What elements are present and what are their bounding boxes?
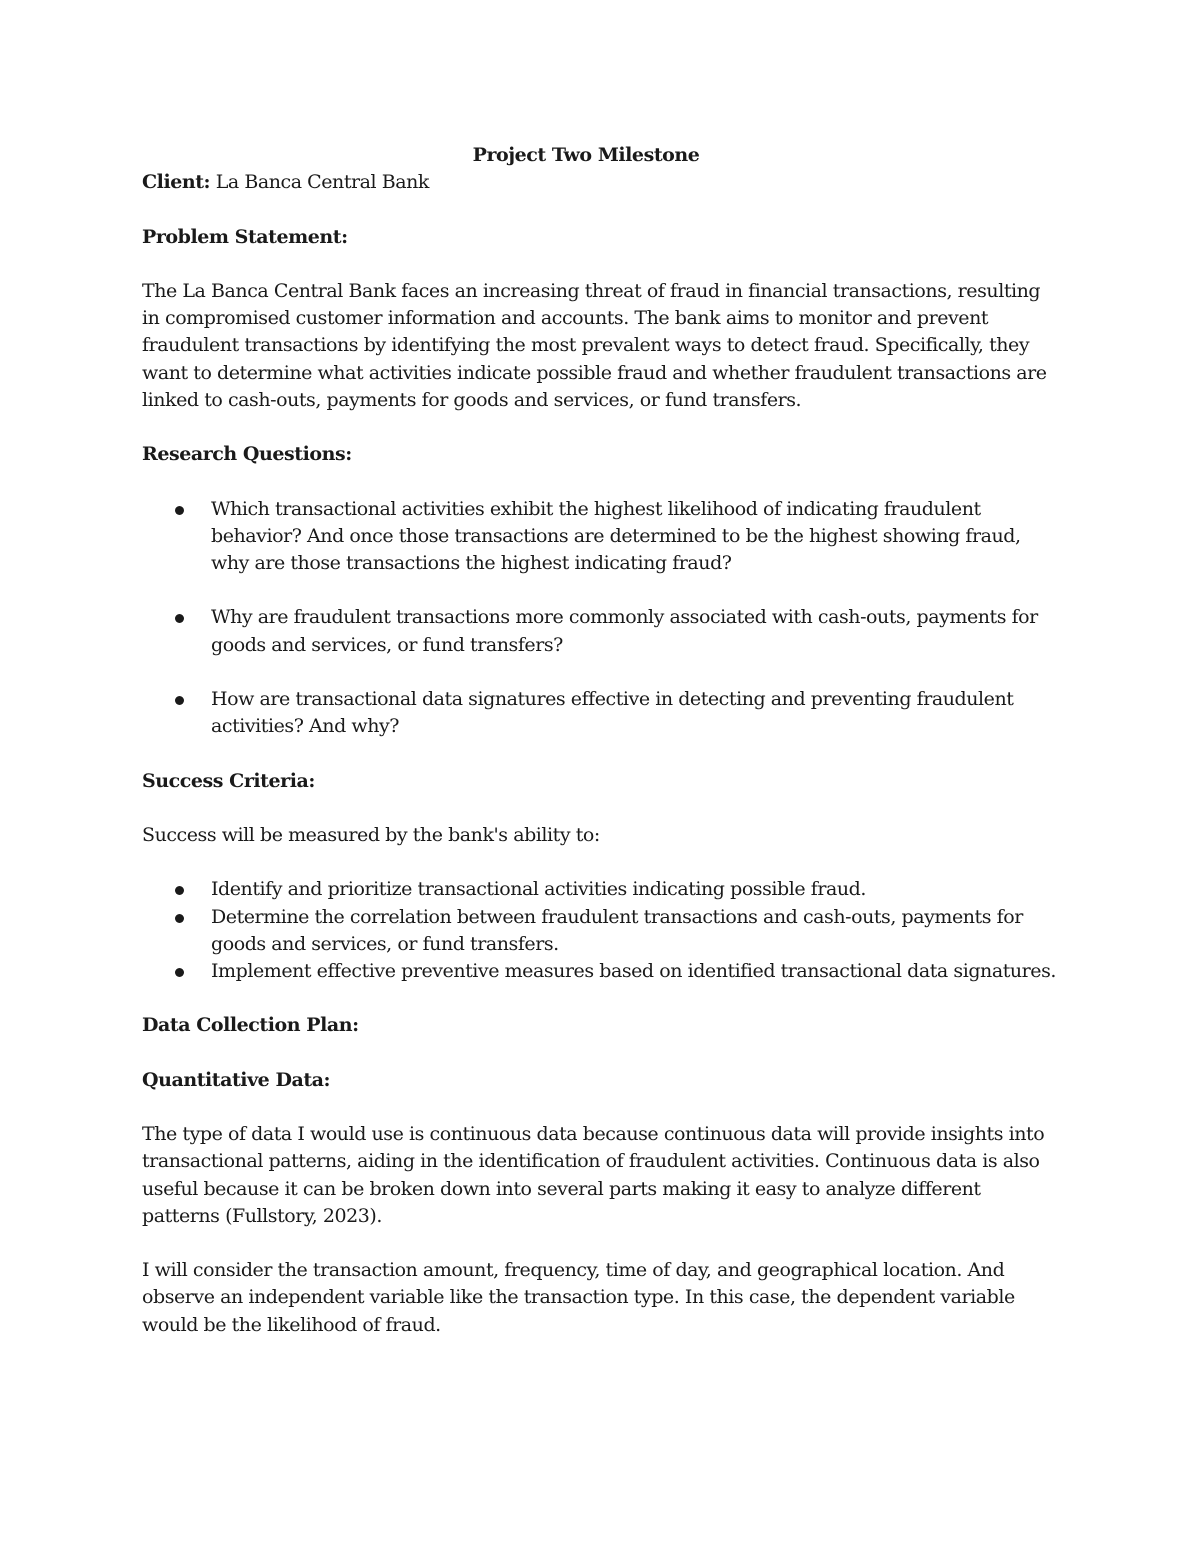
document-title: Project Two Milestone xyxy=(472,144,700,166)
bullet-icon xyxy=(175,968,184,977)
bullet-icon xyxy=(175,614,184,623)
list-item: Which transactional activities exhibit the highest likelihood of indicating fraudulent behavior? And once those transactions are determined to be the highest showing fraud, why are those transactions the highest indicating fraud? xyxy=(142,496,1062,578)
quantitative-data-heading: Quantitative Data: xyxy=(142,1068,331,1091)
research-questions-list xyxy=(142,496,1062,741)
list-item: Determine the correlation between fraudulent transactions and cash-outs, payments for goods and services, or fund transfers. xyxy=(142,904,1062,958)
bullet-icon xyxy=(175,506,184,515)
success-criteria-heading: Success Criteria: xyxy=(142,769,315,792)
research-questions-heading: Research Questions: xyxy=(142,443,352,466)
bullet-icon xyxy=(175,886,184,895)
bullet-icon xyxy=(175,696,184,705)
list-item: Implement effective preventive measures based on identified transactional data signatures. xyxy=(142,958,1062,985)
quantitative-paragraph-2: I will consider the transaction amount, frequency, time of day, and geographical location. And observe an independent variable like the transaction type. In this case, the dependent variable would be the likelihood of fraud. xyxy=(142,1259,1015,1336)
client-line xyxy=(142,169,1062,196)
list-item: Identify and prioritize transactional activities indicating possible fraud. xyxy=(142,876,1062,903)
bullet-icon xyxy=(175,914,184,923)
problem-statement-heading: Problem Statement: xyxy=(142,225,348,248)
list-item: How are transactional data signatures effective in detecting and preventing fraudulent activities? And why? xyxy=(142,686,1062,740)
document-page xyxy=(142,142,1062,1339)
success-criteria-intro: Success will be measured by the bank's ability to: xyxy=(142,823,600,846)
problem-statement-text: The La Banca Central Bank faces an increasing threat of fraud in financial transactions, resulting in compromised customer information and accounts. The bank aims to monitor and prevent fraudulent transactions by identifying the most prevalent ways to detect fraud. Specifically, they want to determine what activities indicate possible fraud and whether fraudulent transactions are linked to cash-outs, payments for goods and services, or fund transfers. xyxy=(142,279,1047,411)
success-criteria-list xyxy=(142,876,1062,985)
quantitative-paragraph-1: The type of data I would use is continuous data because continuous data will provide insights into transactional patterns, aiding in the identification of fraudulent activities. Continuous data is also useful because it can be broken down into several parts making it easy to analyze different patterns (Fullstory, 2023). xyxy=(142,1123,1045,1227)
list-item: Why are fraudulent transactions more commonly associated with cash-outs, payments for goods and services, or fund transfers? xyxy=(142,604,1062,658)
client-value: La Banca Central Bank xyxy=(210,171,429,194)
data-collection-plan-heading: Data Collection Plan: xyxy=(142,1014,359,1037)
client-label: Client: xyxy=(142,171,211,194)
